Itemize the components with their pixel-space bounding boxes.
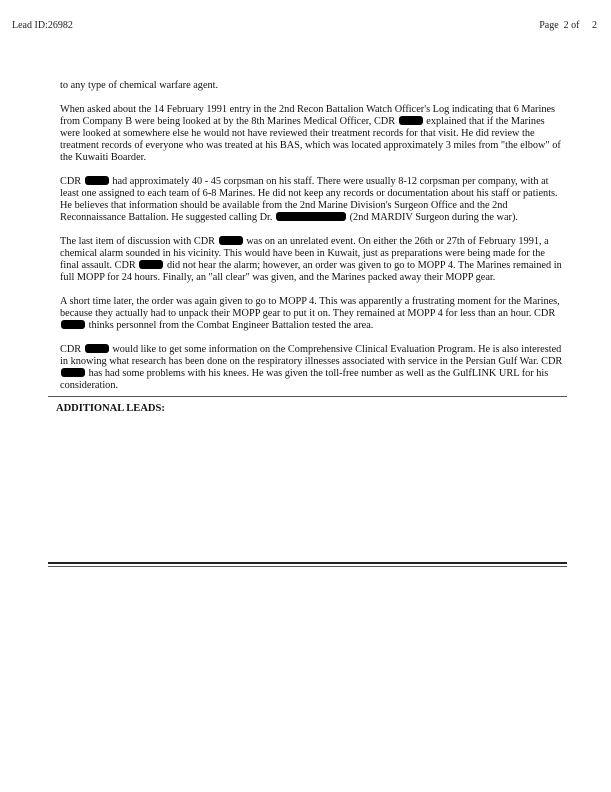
- paragraph-5-text-b: thinks personnel from the Combat Engineer Battalion tested the area.: [88, 320, 374, 331]
- paragraph-4-text-a: The last item of discussion with CDR: [60, 236, 216, 247]
- paragraph-3: [60, 176, 565, 224]
- paragraph-2-text-b: explained that if the Marines were looked at somewhere else he would not have reviewed their treatment records for that visit. He did review the treatment records of everyone who was treated at his BAS, which was located approximately 3 miles from "the elbow" of the Kuwaiti Boarder.: [60, 116, 561, 163]
- paragraph-6-text-b: would like to get some information on the Comprehensive Clinical Evaluation Program. He is also interested in knowing what research has been done on the respiratory illnesses associated with service in the Persian Gulf War. CDR: [60, 344, 563, 367]
- divider-top: [48, 396, 567, 397]
- page-label: Page: [539, 20, 559, 31]
- paragraph-2: [60, 104, 565, 164]
- additional-leads-heading: ADDITIONAL LEADS:: [56, 403, 165, 414]
- redaction-mark: [61, 320, 85, 329]
- paragraph-3-text-b: had approximately 40 - 45 corpsman on his staff. There were usually 8-12 corpsman per company, with at least one assigned to each team of 6-8 Marines. He did not keep any records or documentation about his staff or patients. He believes that information should be available from the 2nd Marine Division's Surgeon Office and the 2nd Reconnaissance Battalion. He suggested calling Dr.: [60, 176, 558, 223]
- divider-bottom-1: [48, 562, 567, 564]
- redaction-mark: [219, 236, 243, 245]
- page-number: [539, 20, 597, 31]
- paragraph-4-text-c: did not hear the alarm; however, an order was given to go to MOPP 4. The Marines remained in full MOPP for 24 hours. Finally, an "all clear" was given, and the Marines packed away their MOPP gear.: [60, 260, 562, 283]
- paragraph-6-text-c: has had some problems with his knees. He was given the toll-free number as well as the GulfLINK URL for his consideration.: [60, 368, 549, 391]
- paragraph-3-text-c: (2nd MARDIV Surgeon during the war).: [349, 212, 518, 223]
- paragraph-4: [60, 236, 565, 284]
- divider-bottom-2: [48, 566, 567, 567]
- page-of: of: [571, 20, 580, 31]
- lead-id: Lead ID:26982: [12, 20, 73, 31]
- paragraph-3-text-a: CDR: [60, 176, 82, 187]
- redaction-mark: [139, 260, 163, 269]
- page-current: 2: [563, 20, 569, 31]
- paragraph-6-text-a: CDR: [60, 344, 82, 355]
- paragraph-5: [60, 296, 565, 332]
- paragraph-2-text-a: When asked about the 14 February 1991 entry in the 2nd Recon Battalion Watch Officer's Log indicating that 6 Marines from Company B were being looked at by the 8th Marines Medical Officer, CDR: [60, 104, 556, 127]
- paragraph-6: [60, 344, 565, 392]
- redaction-mark: [399, 116, 423, 125]
- paragraph-4-text-b: was on an unrelated event. On either the 26th or 27th of February 1991, a chemical alarm sounded in his vicinity. This would have been in Kuwait, just as preparations were being made for the final assault. CDR: [60, 236, 549, 271]
- document-body: [60, 80, 565, 404]
- redaction-mark: [85, 176, 109, 185]
- redaction-mark: [85, 344, 109, 353]
- redaction-mark: [61, 368, 85, 377]
- paragraph-1: [60, 80, 565, 92]
- paragraph-1-text: to any type of chemical warfare agent.: [60, 80, 219, 91]
- paragraph-5-text-a: A short time later, the order was again given to go to MOPP 4. This was apparently a frustrating moment for the Marines, because they actually had to unpack their MOPP gear to put it on. They remained at MOPP 4 for less than an hour. CDR: [60, 296, 560, 319]
- redaction-mark: [276, 212, 346, 221]
- page-total: 2: [592, 20, 597, 31]
